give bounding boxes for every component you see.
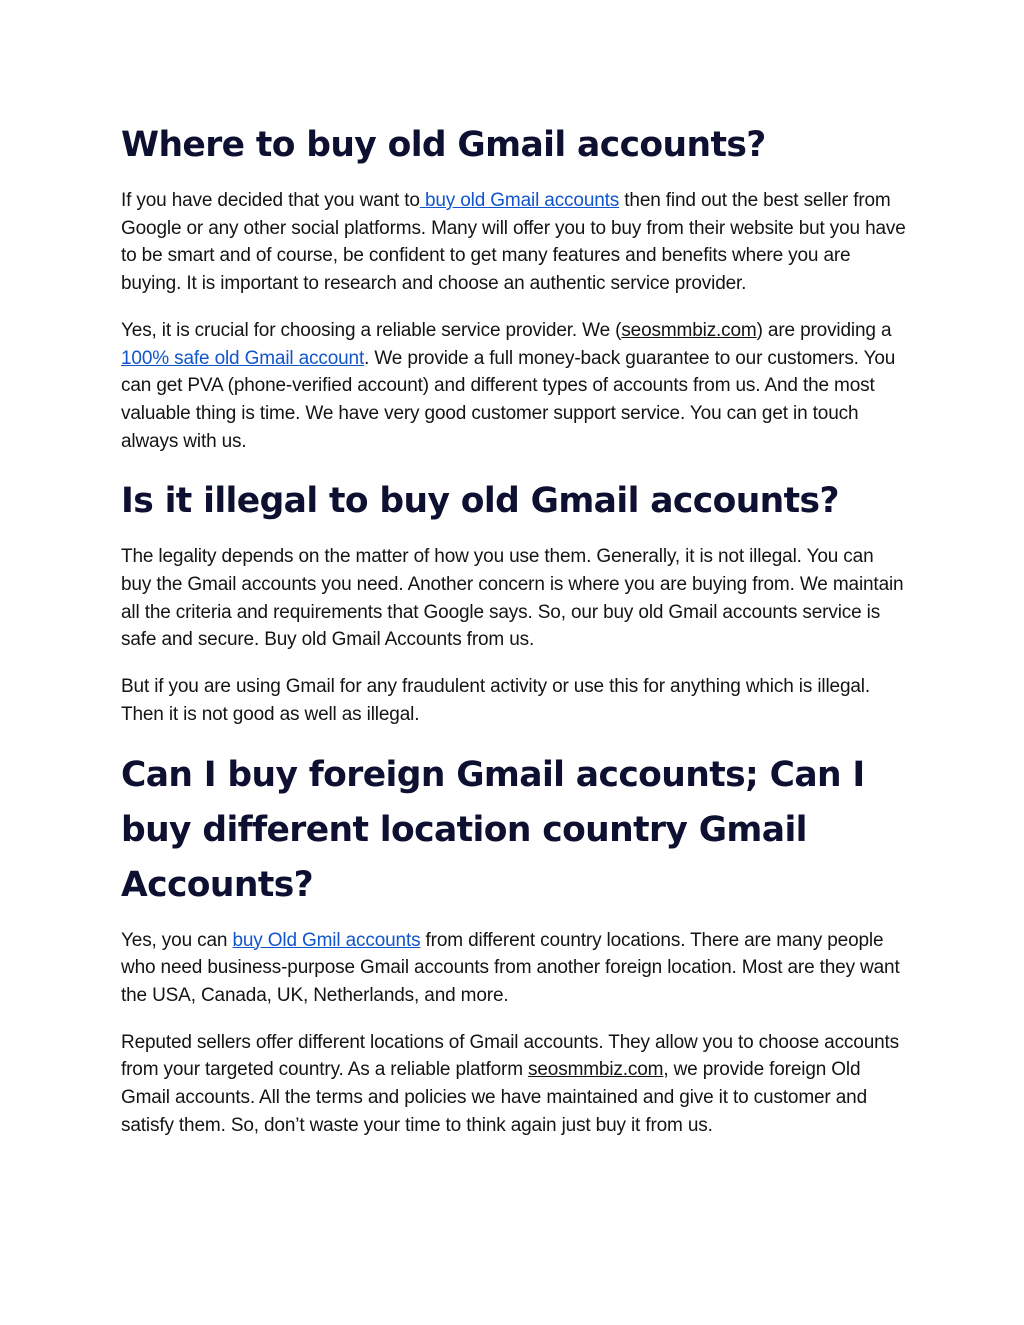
seosmmbiz-link[interactable]: seosmmbiz.com [528, 1059, 664, 1081]
safe-old-gmail-account-link[interactable]: 100% safe old Gmail account [121, 347, 365, 369]
paragraph-text: , we provide foreign Old Gmail accounts. All the terms and policies we have maintained and give it to customer and satisfy them. So, don’t waste your time to think again just buy it from us. [121, 1059, 867, 1136]
paragraph-country-locations [121, 927, 907, 1010]
seosmmbiz-link[interactable]: seosmmbiz.com [621, 319, 757, 341]
paragraph-reliable-provider [121, 317, 907, 456]
paragraph-decide-seller [121, 187, 907, 298]
paragraph-legality: The legality depends on the matter of how you use them. Generally, it is not illegal. You can buy the Gmail accounts you need. Another concern is where you are buying from. We maintain all the criteria and requirements that Google says. So, our buy old Gmail accounts service is safe and secure. Buy old Gmail Accounts from us. [121, 546, 904, 651]
buy-old-gmil-accounts-link[interactable]: buy Old Gmil accounts [232, 929, 421, 951]
paragraph-text: from different country locations. There are many people who need business-purpose Gmail accounts from another foreign location. Most are they want the USA, Canada, UK, Netherlands, and more. [121, 929, 900, 1006]
paragraph-text: If you have decided that you want to [121, 190, 420, 211]
paragraph-text: ) are providing a [756, 319, 892, 341]
paragraph-text: . We provide a full money-back guarantee to our customers. You can get PVA (phone-verified account) and different types of accounts from us. And the most valuable thing is time. We have very good customer support service. You can get in touch always with us. [121, 347, 896, 452]
paragraph-text: Reputed sellers offer different locations of Gmail accounts. They allow you to choose accounts from your targeted country. As a reliable platform [121, 1031, 900, 1081]
buy-old-gmail-accounts-link[interactable]: buy old Gmail accounts [419, 190, 620, 211]
section-heading-foreign-accounts: Can I buy foreign Gmail accounts; Can I buy different location country Gmail Accounts? [121, 754, 865, 905]
paragraph-text: Yes, it is crucial for choosing a reliable service provider. We ( [121, 319, 622, 341]
paragraph-reputed-sellers [121, 1029, 907, 1140]
paragraph-text: then find out the best seller from Google or any other social platforms. Many will offer you to buy from their website but you have to be smart and of course, be confident to get many features and benefits where you are buying. It is important to research and choose an authentic service provider. [121, 190, 906, 295]
section-heading-where-to-buy: Where to buy old Gmail accounts? [121, 125, 766, 165]
section-heading-is-it-illegal: Is it illegal to buy old Gmail accounts? [121, 481, 839, 522]
paragraph-text: Yes, you can [121, 929, 233, 951]
paragraph-fraudulent: But if you are using Gmail for any fraudulent activity or use this for anything which is illegal. Then it is not good as well as illegal. [121, 676, 870, 725]
document-page [121, 118, 907, 1158]
